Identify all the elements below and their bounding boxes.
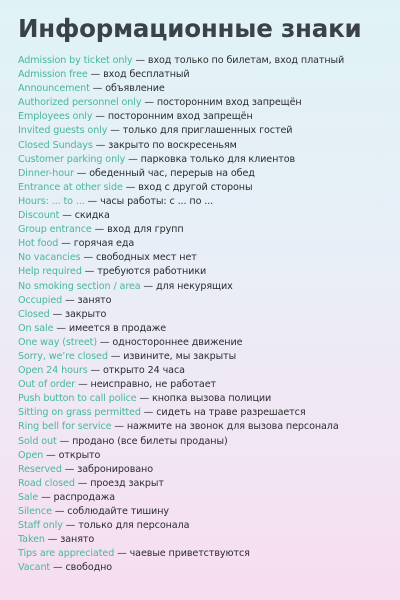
separator-dash: —: [87, 69, 104, 81]
russian-translation: только для персонала: [78, 520, 190, 532]
list-item: [18, 406, 344, 420]
separator-dash: —: [50, 562, 66, 574]
list-item: [18, 336, 344, 350]
list-item: [18, 547, 344, 561]
english-term: Help required: [18, 266, 82, 278]
separator-dash: —: [53, 322, 69, 334]
list-item: [18, 167, 344, 181]
russian-translation: вход для групп: [107, 224, 184, 236]
list-item: [18, 519, 344, 533]
russian-translation: одностороннее движение: [112, 336, 243, 348]
separator-dash: —: [61, 463, 78, 475]
list-item: [18, 322, 344, 336]
list-item: [18, 110, 344, 124]
russian-translation: занято: [60, 534, 95, 546]
russian-translation: сидеть на траве разрешается: [156, 407, 306, 419]
english-term: Sitting on grass permitted: [18, 407, 141, 419]
list-item: [18, 237, 344, 251]
separator-dash: —: [89, 83, 106, 95]
list-item: [18, 392, 344, 406]
russian-translation: закрыто по воскресеньям: [108, 139, 237, 151]
separator-dash: —: [140, 280, 156, 292]
list-item: [18, 265, 344, 279]
list-item: [18, 533, 344, 547]
separator-dash: —: [141, 97, 157, 109]
russian-translation: объявление: [105, 83, 165, 95]
russian-translation: распродажа: [53, 491, 116, 503]
russian-translation: забронировано: [77, 463, 153, 475]
list-item: [18, 308, 344, 322]
russian-translation: только для приглашенных гостей: [122, 125, 293, 137]
russian-translation: для некурящих: [155, 280, 233, 292]
russian-translation: вход бесплатный: [103, 69, 190, 81]
separator-dash: —: [92, 111, 108, 123]
english-term: On sale: [18, 322, 54, 334]
russian-translation: посторонним вход запрещён: [156, 97, 302, 109]
russian-translation: свободных мест нет: [95, 252, 197, 264]
russian-translation: открыто 24 часа: [103, 365, 185, 377]
english-term: Open: [18, 449, 44, 461]
russian-translation: свободно: [65, 562, 113, 574]
separator-dash: —: [75, 379, 91, 391]
english-term: Closed: [18, 308, 50, 320]
english-term: Authorized personnel only: [18, 97, 142, 109]
russian-translation: занято: [77, 294, 112, 306]
sign-list: [18, 54, 344, 575]
separator-dash: —: [38, 491, 54, 503]
english-term: Sorry, we’re closed: [18, 350, 108, 362]
list-item: [18, 124, 344, 138]
list-item: [18, 153, 344, 167]
list-item: [18, 96, 344, 110]
russian-translation: чаевые приветствуются: [129, 548, 250, 560]
separator-dash: —: [56, 435, 73, 447]
english-term: Vacant: [18, 562, 51, 574]
russian-translation: вход с другой стороны: [138, 181, 253, 193]
english-term: Tips are appreciated: [18, 548, 115, 560]
separator-dash: —: [74, 477, 91, 489]
russian-translation: проезд закрыт: [90, 477, 164, 489]
english-term: No vacancies: [18, 252, 81, 264]
english-term: Staff only: [18, 520, 63, 532]
list-item: [18, 449, 344, 463]
separator-dash: —: [125, 153, 141, 165]
english-term: Silence: [18, 506, 52, 517]
list-item: [18, 463, 344, 477]
english-term: Employees only: [18, 111, 93, 123]
english-term: Group entrance: [18, 224, 92, 236]
list-item: [18, 364, 344, 378]
list-item: [18, 251, 344, 265]
separator-dash: —: [73, 167, 90, 179]
list-item: [18, 82, 344, 96]
separator-dash: —: [122, 181, 139, 193]
separator-dash: —: [51, 506, 68, 517]
english-term: Customer parking only: [18, 153, 126, 165]
list-item: [18, 350, 344, 364]
separator-dash: —: [91, 224, 108, 236]
russian-translation: нажмите на звонок для вызова персонала: [126, 421, 339, 433]
list-item: [18, 477, 344, 491]
separator-dash: —: [58, 238, 74, 250]
english-term: Taken: [18, 534, 45, 546]
english-term: Occupied: [18, 294, 63, 306]
english-term: Hours: ... to ...: [18, 195, 85, 207]
russian-translation: горячая еда: [73, 238, 135, 250]
russian-translation: обеденный час, перерыв на обед: [89, 167, 255, 179]
separator-dash: —: [62, 294, 78, 306]
list-item: [18, 209, 344, 223]
separator-dash: —: [107, 350, 124, 362]
list-item: [18, 280, 344, 294]
list-item: [18, 491, 344, 505]
separator-dash: —: [81, 266, 98, 278]
english-term: Dinner-hour: [18, 167, 74, 179]
list-item: [18, 195, 344, 209]
list-item: [18, 435, 344, 449]
russian-translation: открыто: [58, 449, 101, 461]
english-term: No smoking section / area: [18, 280, 141, 292]
russian-translation: неисправно, не работает: [90, 379, 216, 391]
separator-dash: —: [140, 407, 157, 419]
russian-translation: продано (все билеты проданы): [72, 435, 228, 447]
english-term: Sale: [18, 491, 39, 503]
english-term: Admission by ticket only: [18, 55, 133, 66]
english-term: Open 24 hours: [18, 365, 88, 377]
english-term: Hot food: [18, 238, 59, 250]
list-item: [18, 505, 344, 519]
english-term: Out of order: [18, 379, 76, 391]
english-term: Sold out: [18, 435, 57, 447]
english-term: Discount: [18, 210, 60, 222]
separator-dash: —: [84, 195, 101, 207]
russian-translation: посторонним вход запрещён: [107, 111, 253, 123]
russian-translation: закрыто: [65, 308, 107, 320]
separator-dash: —: [92, 139, 109, 151]
list-item: [18, 68, 344, 82]
english-term: Invited guests only: [18, 125, 108, 137]
separator-dash: —: [62, 520, 79, 532]
list-item: [18, 139, 344, 153]
list-item: [18, 561, 344, 575]
list-item: [18, 181, 344, 195]
russian-translation: скидка: [74, 210, 110, 222]
separator-dash: —: [49, 308, 66, 320]
separator-dash: —: [111, 421, 127, 433]
english-term: Push button to call police: [18, 393, 137, 405]
english-term: Admission free: [18, 69, 88, 81]
separator-dash: —: [136, 393, 153, 405]
page-title: Информационные знаки: [18, 14, 362, 43]
english-term: Road closed: [18, 477, 75, 489]
english-term: Closed Sundays: [18, 139, 93, 151]
separator-dash: —: [114, 548, 130, 560]
russian-translation: парковка только для клиентов: [140, 153, 296, 165]
separator-dash: —: [43, 449, 59, 461]
russian-translation: вход только по билетам, вход платный: [147, 55, 345, 66]
list-item: [18, 294, 344, 308]
english-term: Reserved: [18, 463, 62, 475]
english-term: Entrance at other side: [18, 181, 123, 193]
russian-translation: имеется в продаже: [68, 322, 167, 334]
separator-dash: —: [44, 534, 61, 546]
list-item: [18, 223, 344, 237]
english-term: Announcement: [18, 83, 90, 95]
english-term: One way (street): [18, 336, 97, 348]
russian-translation: соблюдайте тишину: [67, 506, 169, 517]
list-item: [18, 420, 344, 434]
russian-translation: кнопка вызова полиции: [152, 393, 272, 405]
separator-dash: —: [59, 210, 75, 222]
separator-dash: —: [80, 252, 96, 264]
russian-translation: извините, мы закрыты: [123, 350, 237, 362]
list-item: [18, 54, 344, 68]
russian-translation: часы работы: с ... по ...: [100, 195, 214, 207]
separator-dash: —: [107, 125, 123, 137]
russian-translation: требуются работники: [97, 266, 207, 278]
list-item: [18, 378, 344, 392]
separator-dash: —: [132, 55, 148, 66]
separator-dash: —: [96, 336, 113, 348]
separator-dash: —: [87, 365, 104, 377]
english-term: Ring bell for service: [18, 421, 112, 433]
